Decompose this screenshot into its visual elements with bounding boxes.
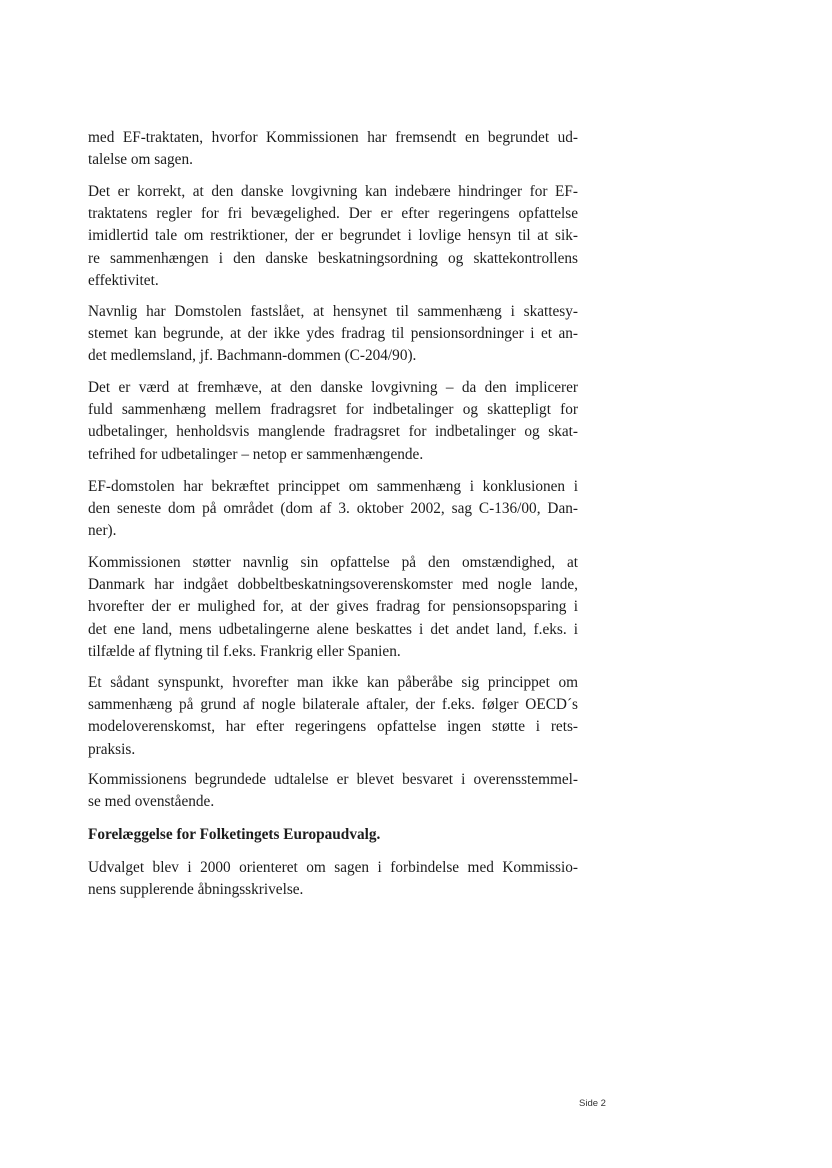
- text-line: praksis.: [88, 740, 136, 758]
- text-line: nens supplerende åbningsskrivelse.: [88, 881, 304, 899]
- text-line: modeloverenskomst, har efter regeringens opfattelse ingen støtte i rets-: [88, 718, 578, 736]
- paragraph: [88, 672, 578, 761]
- text-line: den seneste dom på området (dom af 3. oktober 2002, sag C-136/00, Dan-: [88, 500, 578, 518]
- paragraph: [88, 476, 578, 543]
- text-line: talelse om sagen.: [88, 151, 193, 169]
- text-line: Et sådant synspunkt, hvorefter man ikke kan påberåbe sig princippet om: [88, 674, 578, 691]
- paragraph: [88, 552, 578, 663]
- text-line: effektivitet.: [88, 271, 159, 289]
- text-line: se med ovenstående.: [88, 793, 215, 811]
- text-line: Det er værd at fremhæve, at den danske lovgivning – da den implicerer: [88, 379, 578, 396]
- text-line: Kommissionen støtter navnlig sin opfattelse på den omstændighed, at: [88, 554, 578, 571]
- text-line: Kommissionens begrundede udtalelse er blevet besvaret i overensstemmel-: [88, 771, 578, 788]
- heading-text: Forelæggelse for Folketingets Europaudvalg.: [88, 826, 381, 843]
- paragraph: [88, 857, 578, 901]
- text-line: re sammenhængen i den danske beskatningsordning og skattekontrollens: [88, 249, 578, 267]
- text-line: stemet kan begrunde, at der ikke ydes fradrag til pensionsordninger i et an-: [88, 325, 578, 343]
- section-heading: [88, 824, 578, 846]
- page-number: Side 2: [579, 1098, 606, 1109]
- text-line: ner).: [88, 522, 117, 540]
- text-line: udbetalinger, henholdsvis manglende fradragsret for indbetalinger og skat-: [88, 423, 578, 441]
- paragraph: [88, 769, 578, 813]
- paragraph: [88, 301, 578, 368]
- text-line: Navnlig har Domstolen fastslået, at hensynet til sammenhæng i skattesy-: [88, 303, 578, 320]
- text-line: det ene land, mens udbetalingerne alene beskattes i det andet land, f.eks. i: [88, 620, 578, 638]
- paragraph: [88, 377, 578, 466]
- text-line: sammenhæng på grund af nogle bilaterale aftaler, der f.eks. følger OECD´s: [88, 696, 578, 714]
- text-line: imidlertid tale om restriktioner, der er begrundet i lovlige hensyn til at sik-: [88, 227, 578, 245]
- text-line: EF-domstolen har bekræftet princippet om sammenhæng i konklusionen i: [88, 478, 578, 495]
- paragraph: [88, 127, 578, 171]
- text-line: traktatens regler for fri bevægelighed. Der er efter regeringens opfattelse: [88, 205, 578, 223]
- text-line: fuld sammenhæng mellem fradragsret for indbetalinger og skattepligt for: [88, 401, 578, 419]
- text-line: Det er korrekt, at den danske lovgivning kan indebære hindringer for EF-: [88, 183, 578, 200]
- text-line: tefrihed for udbetalinger – netop er sammenhængende.: [88, 445, 424, 463]
- text-line: Udvalget blev i 2000 orienteret om sagen i forbindelse med Kommissio-: [88, 859, 578, 876]
- paragraph: [88, 181, 578, 292]
- text-line: med EF-traktaten, hvorfor Kommissionen har fremsendt en begrundet ud-: [88, 129, 578, 146]
- text-line: Danmark har indgået dobbeltbeskatningsoverenskomster med nogle lande,: [88, 576, 578, 594]
- text-line: tilfælde af flytning til f.eks. Frankrig eller Spanien.: [88, 642, 401, 660]
- text-line: hvorefter der er mulighed for, at der gives fradrag for pensionsopsparing i: [88, 598, 578, 616]
- text-line: det medlemsland, jf. Bachmann-dommen (C-204/90).: [88, 347, 417, 365]
